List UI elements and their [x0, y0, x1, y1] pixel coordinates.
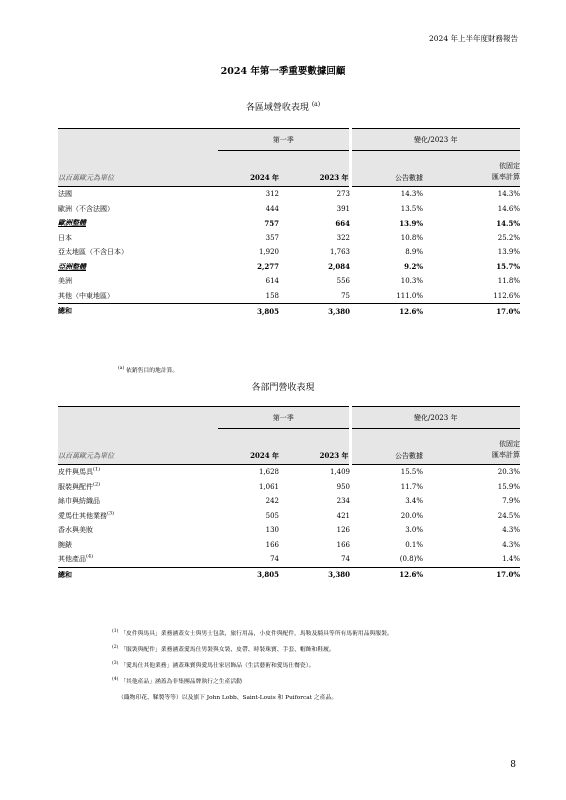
- table-header-band: [58, 129, 520, 151]
- constant-change: 20.3%: [497, 468, 520, 477]
- constant-change: 14.3%: [497, 190, 520, 199]
- value-2023: 126: [336, 526, 350, 535]
- value-2024: 130: [265, 526, 279, 535]
- value-2024: 614: [265, 277, 279, 286]
- table-row: [58, 494, 520, 509]
- constant-change: 1.4%: [502, 555, 520, 564]
- value-2024: 357: [265, 233, 279, 242]
- region-footnote: $^{(a)}$ 依銷售目的地計算。: [118, 366, 179, 374]
- col-constant: 依固定 匯率計算: [423, 151, 520, 187]
- footnote-ref: (1): [93, 466, 101, 473]
- value-2023: 166: [336, 540, 350, 549]
- quarter-header: 第一季: [218, 407, 350, 429]
- row-label: 愛馬仕其他業務$^{(3)}$: [58, 510, 115, 520]
- value-2024: 242: [265, 497, 279, 506]
- value-2023: 273: [336, 190, 350, 199]
- col-2023: 2023 年: [279, 429, 350, 465]
- segment-table-title: 各部門營收表現: [251, 383, 315, 393]
- value-2024: 1,628: [258, 468, 279, 477]
- col-reported: 公告數據: [350, 429, 423, 465]
- row-label: 皮件與馬具$^{(1)}$: [58, 466, 101, 477]
- row-label: 歐洲整體: [58, 218, 86, 228]
- row-label: 亞洲整體: [58, 261, 86, 271]
- value-2024: 3,805: [218, 567, 279, 582]
- constant-change: 15.9%: [497, 482, 520, 491]
- constant-change: 4.3%: [502, 540, 520, 549]
- change-header: 變化/2023 年: [350, 129, 520, 151]
- value-2024: 312: [265, 190, 279, 199]
- value-2023: 1,409: [329, 468, 350, 477]
- reported-change: 10.8%: [400, 233, 423, 242]
- row-label: 日本: [58, 233, 72, 242]
- reported-change: 10.3%: [400, 277, 423, 286]
- row-label: 美洲: [58, 277, 72, 286]
- col-2024: 2024 年: [218, 429, 279, 465]
- reported-change: 13.5%: [400, 204, 423, 213]
- reported-change: 3.4%: [405, 497, 423, 506]
- row-label: 服裝與配件$^{(2)}$: [58, 481, 101, 491]
- constant-change: 17.0%: [423, 304, 520, 319]
- table-row: [58, 245, 520, 260]
- reported-change: 8.9%: [405, 248, 423, 257]
- row-label: 腕錶: [58, 540, 72, 549]
- total-row: [58, 304, 520, 319]
- reported-change: 111.0%: [396, 291, 423, 300]
- row-label: 歐洲（不含法國）: [58, 204, 114, 213]
- constant-change: 112.6%: [493, 291, 520, 300]
- footnote-ref: (3): [107, 510, 115, 517]
- footnote-ref: (4): [86, 553, 94, 560]
- table-row: [58, 231, 520, 246]
- footnote-line: $^{(1)}$ 「皮件與馬具」業務涵蓋女士與男士包款，旅行用品，小皮件與配件，馬鞍及騎具等所有馬術用品與服裝。: [112, 629, 393, 637]
- row-label: 總和: [58, 567, 218, 582]
- footnote-ref: (2): [93, 481, 101, 488]
- reported-change: 15.5%: [400, 468, 423, 477]
- reported-change: 11.7%: [400, 482, 423, 491]
- reported-change: 0.1%: [405, 540, 423, 549]
- value-2024: 757: [264, 218, 279, 228]
- value-2023: 950: [336, 482, 350, 491]
- footnote-line: $^{(4)}$ 「其他產品」涵蓋為非集團品牌執行之生產活動: [112, 677, 242, 685]
- reported-change: 9.2%: [404, 262, 423, 272]
- col-2024: 2024 年: [218, 151, 279, 187]
- row-label: 法國: [58, 190, 72, 199]
- value-2024: 166: [265, 540, 279, 549]
- value-2023: 75: [341, 291, 350, 300]
- subtotal-row: [58, 260, 520, 275]
- page-title: 2024 年第一季重要數據回顧: [220, 66, 346, 77]
- page-number: 8: [510, 760, 516, 770]
- table-column-headers: [58, 151, 520, 187]
- region-table-title: 各區域營收表現 $^{(a)}$: [245, 101, 321, 113]
- value-2023: 664: [335, 218, 350, 228]
- col-reported: 公告數據: [350, 151, 423, 187]
- value-2024: 3,805: [218, 304, 279, 319]
- value-2023: 1,763: [329, 248, 350, 257]
- table-row: [58, 523, 520, 538]
- constant-change: 4.3%: [502, 526, 520, 535]
- col-constant: 依固定 匯率計算: [423, 429, 520, 465]
- table-row: [58, 552, 520, 567]
- col-2023: 2023 年: [279, 151, 350, 187]
- table-row: [58, 465, 520, 480]
- constant-change: 17.0%: [423, 567, 520, 582]
- quarter-header: 第一季: [218, 129, 350, 151]
- value-2024: 1,061: [258, 482, 279, 491]
- value-2024: 74: [270, 555, 279, 564]
- region-revenue-table: [58, 128, 520, 319]
- value-2024: 1,920: [258, 248, 279, 257]
- constant-change: 11.8%: [497, 277, 520, 286]
- subtotal-row: [58, 216, 520, 231]
- reported-change: 14.3%: [400, 190, 423, 199]
- reported-change: 13.9%: [399, 218, 423, 228]
- value-2023: 234: [336, 497, 350, 506]
- reported-change: 3.0%: [405, 526, 423, 535]
- reported-change: 20.0%: [400, 511, 423, 520]
- constant-change: 13.9%: [497, 248, 520, 257]
- row-label: 香水與美妝: [58, 526, 93, 535]
- table-column-headers: [58, 429, 520, 465]
- value-2024: 505: [265, 511, 279, 520]
- value-2023: 3,380: [279, 567, 350, 582]
- value-2024: 2,277: [257, 262, 279, 272]
- value-2023: 3,380: [279, 304, 350, 319]
- value-2024: 158: [265, 291, 279, 300]
- unit-label: 以百萬歐元為單位: [58, 429, 218, 465]
- table-row: [58, 274, 520, 289]
- constant-change: 14.5%: [496, 218, 520, 228]
- table-row: [58, 538, 520, 553]
- total-row: [58, 567, 520, 582]
- row-label: 絲巾與紡織品: [58, 497, 100, 506]
- unit-label: 以百萬歐元為單位: [58, 151, 218, 187]
- row-label: 其他（中東地區）: [58, 291, 114, 300]
- value-2023: 2,084: [328, 262, 350, 272]
- change-header: 變化/2023 年: [350, 407, 520, 429]
- table-row: [58, 480, 520, 495]
- constant-change: 25.2%: [497, 233, 520, 242]
- constant-change: 7.9%: [502, 497, 520, 506]
- row-label: 亞太地區（不含日本）: [58, 248, 128, 257]
- table-row: [58, 202, 520, 217]
- footnote-line: （織物印花、鞣製等等）以及旗下 John Lobb、Saint-Louis 和 Puiforcat 之產品。: [118, 695, 338, 701]
- footnote-line: $^{(2)}$ 「服裝與配件」業務涵蓋愛馬仕男裝與女裝、皮帶、時裝珠寶、手套、帽飾和鞋履。: [112, 645, 335, 653]
- constant-change: 24.5%: [497, 511, 520, 520]
- value-2023: 391: [336, 204, 350, 213]
- table-header-band: [58, 407, 520, 429]
- value-2024: 444: [265, 204, 279, 213]
- footnote-line: $^{(3)}$ 「愛馬仕其他業務」涵蓋珠寶與愛馬仕家居飾品（生活藝術和愛馬仕餐瓷）。: [112, 661, 315, 669]
- report-header: 2024 年上半年度財務報告: [429, 34, 518, 43]
- footnotes: [112, 628, 393, 708]
- value-2023: 322: [336, 233, 350, 242]
- table-row: [58, 289, 520, 304]
- segment-revenue-table: [58, 406, 520, 582]
- table-row: [58, 187, 520, 202]
- table-row: [58, 509, 520, 524]
- constant-change: 15.7%: [496, 262, 520, 272]
- value-2023: 421: [336, 511, 350, 520]
- reported-change: 12.6%: [350, 304, 423, 319]
- reported-change: (0.8)%: [399, 555, 423, 564]
- row-label: 其他產品$^{(4)}$: [58, 553, 94, 564]
- value-2023: 556: [336, 277, 350, 286]
- constant-change: 14.6%: [497, 204, 520, 213]
- reported-change: 12.6%: [350, 567, 423, 582]
- row-label: 總和: [58, 304, 218, 319]
- value-2023: 74: [341, 555, 350, 564]
